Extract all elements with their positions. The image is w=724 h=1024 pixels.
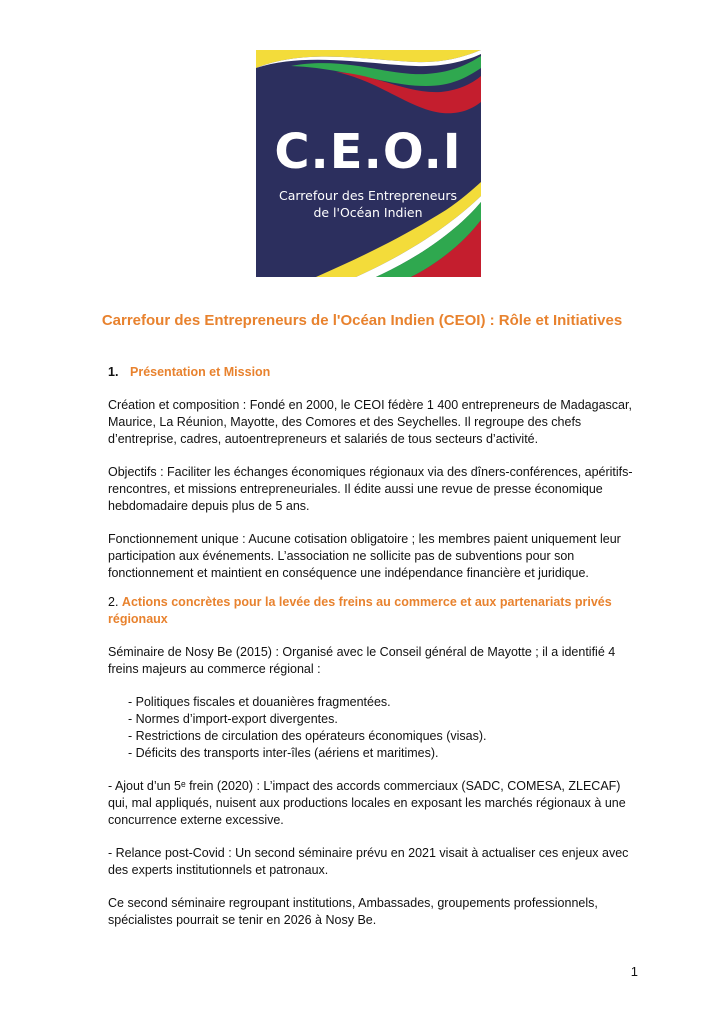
fifth-brake-paragraph: - Ajout d’un 5ᵉ frein (2020) : L’impact des accords commerciaux (SADC, COMESA, ZLECAF) qui, mal appliqués, nuisent aux productions locales en exposant les marchés régionaux à une concurrence externe excessive. <box>108 779 626 827</box>
document-body <box>108 364 643 929</box>
ceoi-logo <box>256 50 481 277</box>
logo-acronym: C.E.O.I <box>274 124 462 180</box>
logo-line-2: de l'Océan Indien <box>313 205 423 220</box>
objectives-paragraph: Objectifs : Faciliter les échanges économiques régionaux via des dîners-conférences, apéritifs-rencontres, et missions entrepreneuriales. Il édite aussi une revue de presse économique hebdomadaire depuis plus de 5 ans. <box>108 465 633 513</box>
list-item: - Politiques fiscales et douanières fragmentées. <box>128 695 391 709</box>
creation-paragraph: Création et composition : Fondé en 2000, le CEOI fédère 1 400 entrepreneurs de Madagascar, Maurice, La Réunion, Mayotte, des Comores et des Seychelles. Il regroupe des chefs d’entreprise, cadres, autoentrepreneurs et salariés de tous secteurs d’activité. <box>108 398 632 446</box>
section-2-heading <box>108 594 643 628</box>
relaunch-paragraph: - Relance post-Covid : Un second séminaire prévu en 2021 visait à actualiser ces enjeux avec des experts institutionnels et patronaux. <box>108 846 629 877</box>
closing-paragraph: Ce second séminaire regroupant institutions, Ambassades, groupements professionnels, spécialistes pourrait se tenir en 2026 à Nosy Be. <box>108 896 598 927</box>
list-item: - Déficits des transports inter-îles (aériens et maritimes). <box>128 746 439 760</box>
brakes-list <box>108 694 643 762</box>
list-item: - Restrictions de circulation des opérateurs économiques (visas). <box>128 729 487 743</box>
section-1-heading <box>108 364 643 381</box>
list-item: - Normes d’import-export divergentes. <box>128 712 338 726</box>
operation-paragraph: Fonctionnement unique : Aucune cotisation obligatoire ; les membres paient uniquement leur participation aux événements. L’association ne sollicite pas de subventions pour son fonctionnement et maintient en conséquence une indépendance financière et juridique. <box>108 532 621 580</box>
section-1-title: Présentation et Mission <box>130 365 271 379</box>
document-title: Carrefour des Entrepreneurs de l'Océan Indien (CEOI) : Rôle et Initiatives <box>101 312 623 329</box>
section-2-title: Actions concrètes pour la levée des freins au commerce et aux partenariats privés régionaux <box>108 595 612 626</box>
section-2-number: 2. <box>108 595 119 609</box>
logo-line-1: Carrefour des Entrepreneurs <box>278 188 458 203</box>
section-1-number: 1. <box>108 365 119 379</box>
page-number: 1 <box>630 964 638 979</box>
seminar-paragraph: Séminaire de Nosy Be (2015) : Organisé avec le Conseil général de Mayotte ; il a identifié 4 freins majeurs au commerce régional : <box>108 645 616 676</box>
